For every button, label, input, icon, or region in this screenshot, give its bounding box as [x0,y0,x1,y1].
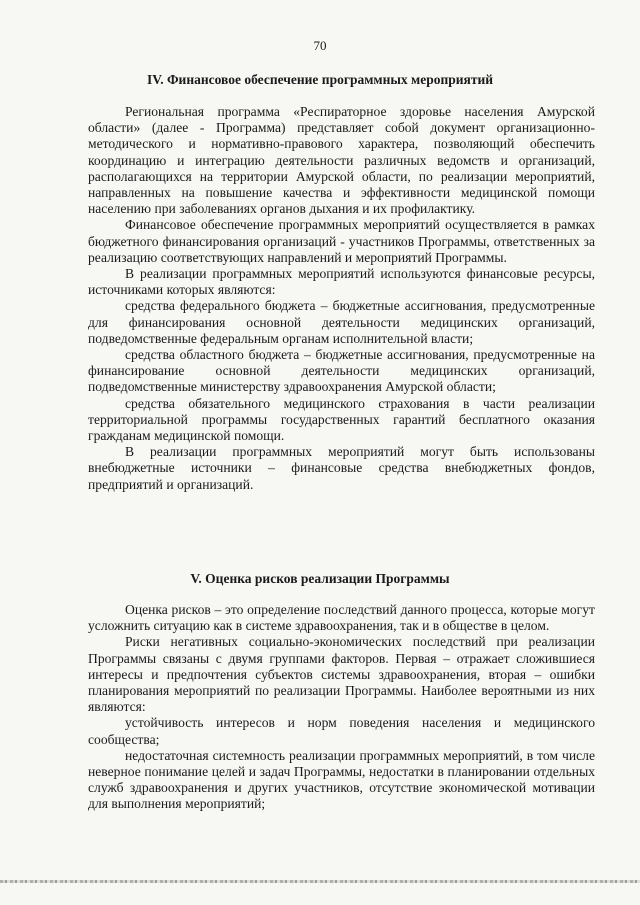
paragraph: недостаточная системность реализации программных мероприятий, в том числе неверное понимание целей и задач Программы, недостатки в планировании отдельных служб здравоохранения и других участников, отсутствие экономической мотивации для выполнения мероприятий; [88,747,595,812]
section-5-title: V. Оценка рисков реализации Программы [190,571,450,586]
paragraph: Региональная программа «Респираторное здоровье населения Амурской области» (далее - Программа) представляет собой документ организационно-методического и нормативно-правового характера, позволяющий обеспечить координацию и интеграцию деятельности различных ведомств и организаций, располагающихся на территории Амурской области, по реализации мероприятий, направленных на повышение качества и эффективности медицинской помощи населению при заболеваниях органов дыхания и их профилактику. [88,104,595,217]
section-5-body [88,602,595,813]
paragraph: Оценка рисков – это определение последствий данного процесса, которые могут усложнить ситуацию как в системе здравоохранения, так и в обществе в целом. [88,602,595,634]
section-4-title: IV. Финансовое обеспечение программных мероприятий [146,72,494,87]
paragraph: средства обязательного медицинского страхования в части реализации территориальной программы государственных гарантий бесплатного оказания гражданам медицинской помощи. [88,395,595,444]
paragraph: средства федерального бюджета – бюджетные ассигнования, предусмотренные для финансирования основной деятельности медицинских организаций, подведомственные федеральным органам исполнительной власти; [88,298,595,346]
page-number: 70 [313,38,327,53]
paragraph: В реализации программных мероприятий могут быть использованы внебюджетные источники – финансовые средства внебюджетных фондов, предприятий и организаций. [88,444,595,492]
paragraph: Риски негативных социально-экономических последствий при реализации Программы связаны с двумя группами факторов. Первая – отражает сложившиеся интересы и предпочтения субъектов системы здравоохранения, вторая – ошибки планирования мероприятий по реализации Программы. Наиболее вероятными из них являются: [88,634,595,715]
paragraph: устойчивость интересов и норм поведения населения и медицинского сообщества; [88,715,595,747]
paragraph: Финансовое обеспечение программных мероприятий осуществляется в рамках бюджетного финансирования организаций - участников Программы, ответственных за реализацию соответствующих направлений и мероприятий Программы. [88,217,595,265]
paragraph: В реализации программных мероприятий используются финансовые ресурсы, источниками которых являются: [88,266,595,298]
section-4-body [88,104,595,493]
paragraph: средства областного бюджета – бюджетные ассигнования, предусмотренные на финансирование основной деятельности медицинских организаций, подведомственные министерству здравоохранения Амурской области; [88,347,595,395]
scan-edge-line [0,880,640,883]
